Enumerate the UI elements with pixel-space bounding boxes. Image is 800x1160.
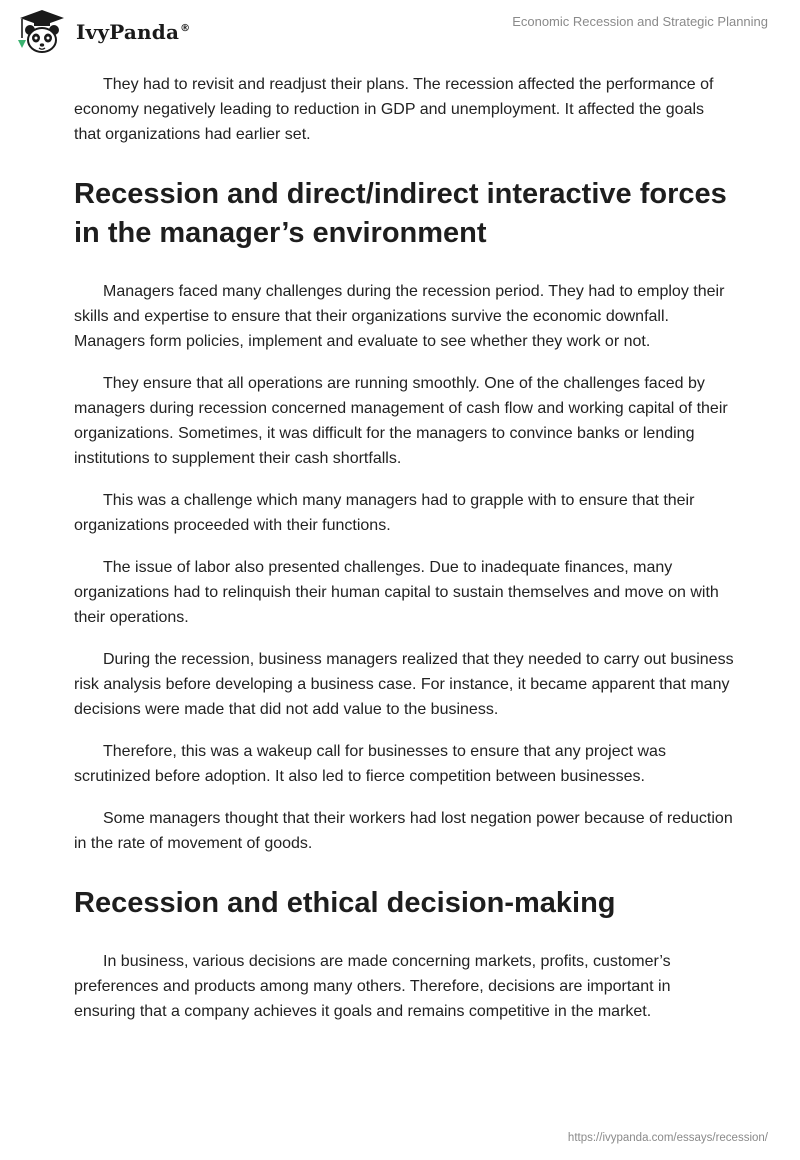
- panda-graduate-icon: [14, 8, 70, 56]
- section-paragraph: In business, various decisions are made concerning markets, profits, customer’s preferences and products among many others. Therefore, decisions are important in ensuring that a company achieves it goals and remains competitive in the market.: [74, 953, 671, 1020]
- section-paragraph: Some managers thought that their workers had lost negation power because of reduction in the rate of movement of goods.: [74, 810, 733, 852]
- article-body: [74, 72, 734, 1041]
- section-paragraph: They ensure that all operations are running smoothly. One of the challenges faced by managers during recession concerned management of cash flow and working capital of their organizations. Sometimes, it was difficult for the managers to convince banks or lending institutions to supplement their cash shortfalls.: [74, 375, 728, 467]
- registered-mark: ®: [180, 23, 191, 35]
- section-paragraph: This was a challenge which many managers had to grapple with to ensure that their organizations proceeded with their functions.: [74, 492, 695, 534]
- section-heading: Recession and ethical decision-making: [74, 887, 616, 919]
- section-heading: Recession and direct/indirect interactive forces in the manager’s environment: [74, 178, 727, 249]
- intro-paragraph: They had to revisit and readjust their plans. The recession affected the performance of economy negatively leading to reduction in GDP and unemployment. It affected the goals that organizations had earlier set.: [74, 76, 714, 143]
- section-paragraph: Managers faced many challenges during the recession period. They had to employ their skills and expertise to ensure that their organizations survive the economic downfall. Managers form policies, implement and evaluate to see whether they work or not.: [74, 283, 725, 350]
- brand-logo[interactable]: [14, 8, 190, 56]
- document-title: Economic Recession and Strategic Planning: [512, 14, 768, 29]
- section-paragraph: Therefore, this was a wakeup call for businesses to ensure that any project was scrutinized before adoption. It also led to fierce competition between businesses.: [74, 743, 666, 785]
- brand-name: IvyPanda®: [76, 20, 191, 44]
- source-url-link[interactable]: https://ivypanda.com/essays/recession/: [567, 1132, 768, 1144]
- section-paragraph: During the recession, business managers realized that they needed to carry out business risk analysis before developing a business case. For instance, it became apparent that many decisions were made that did not add value to the business.: [74, 651, 734, 718]
- page-header: [0, 0, 800, 64]
- section-paragraph: The issue of labor also presented challenges. Due to inadequate finances, many organizations had to relinquish their human capital to sustain themselves and move on with their operations.: [74, 559, 719, 626]
